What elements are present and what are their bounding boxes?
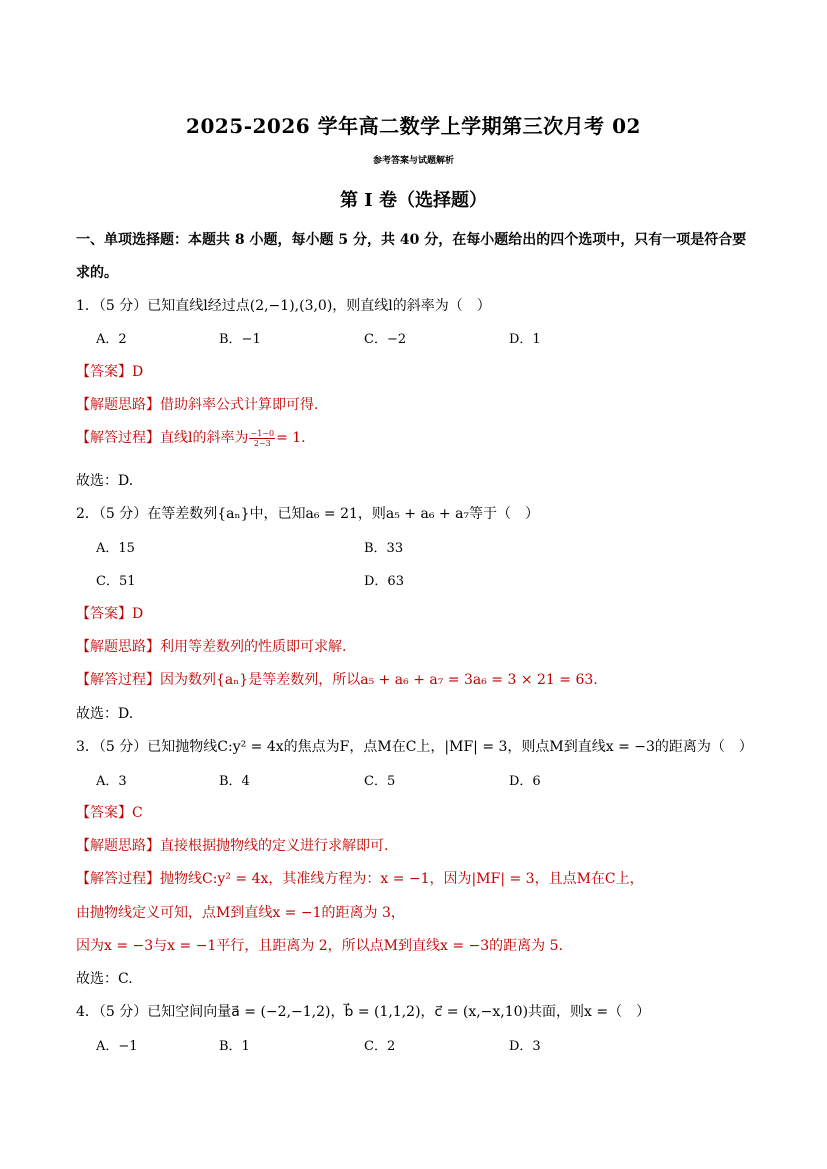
- instructions-line-2: 求的。: [76, 265, 118, 281]
- question-1-answer: [76, 361, 143, 381]
- question-4-option-d: D．3: [509, 1039, 541, 1054]
- question-1-option-b: B．−1: [219, 332, 261, 347]
- process-label: 【解答过程】: [76, 871, 160, 887]
- thinking-text: 利用等差数列的性质即可求解.: [160, 639, 347, 655]
- question-3-option-b: B．4: [219, 774, 250, 789]
- question-2-answer: [76, 603, 143, 623]
- thinking-label: 【解题思路】: [76, 838, 160, 854]
- question-1-thinking: [76, 394, 318, 414]
- question-2-option-b: B．33: [364, 541, 404, 556]
- question-3-stem: 3．（5 分）已知抛物线C:y² = 4x的焦点为F，点M在C上，|MF| = 3，则点M到直线x = −3的距离为（ ）: [76, 739, 753, 755]
- question-3-option-c: C．5: [364, 774, 396, 789]
- fraction-denominator: 2−3: [253, 438, 271, 448]
- process-label: 【解答过程】: [76, 430, 160, 446]
- question-1-option-a: A．2: [96, 332, 127, 347]
- slope-fraction: [249, 429, 275, 448]
- question-1-process: [76, 427, 306, 448]
- question-3-choice: 故选：C.: [76, 971, 133, 987]
- page-title: 2025-2026 学年高二数学上学期第三次月考 02: [186, 114, 641, 138]
- thinking-label: 【解题思路】: [76, 639, 160, 655]
- question-2-choice: 故选：D.: [76, 706, 134, 722]
- process-text: 抛物线C:y² = 4x，其准线方程为：x = −1，因为|MF| = 3，且点M在C上，: [160, 871, 644, 887]
- thinking-text: 借助斜率公式计算即可得.: [160, 397, 319, 413]
- question-2-thinking: [76, 636, 346, 656]
- answer-label: 【答案】: [76, 805, 132, 821]
- question-4-option-b: B．1: [219, 1039, 250, 1054]
- answer-label: 【答案】: [76, 606, 132, 622]
- answer-value: D: [132, 606, 144, 622]
- page-subtitle: 参考答案与试题解析: [372, 156, 454, 166]
- question-2-option-c: C．51: [96, 574, 136, 589]
- instructions-line-1: 一、单项选择题：本题共 8 小题，每小题 5 分，共 40 分，在每小题给出的四个选项中，只有一项是符合要: [76, 232, 747, 248]
- section-heading: 第 I 卷（选择题）: [340, 190, 487, 211]
- question-4-stem: 4．（5 分）已知空间向量a⃗ = (−2,−1,2)，b⃗ = (1,1,2)，c⃗ = (x,−x,10)共面，则x =（ ）: [76, 1004, 651, 1020]
- answer-value: D: [132, 364, 144, 380]
- question-2-option-d: D．63: [364, 574, 404, 589]
- thinking-label: 【解题思路】: [76, 397, 160, 413]
- question-3-process: [76, 868, 644, 888]
- process-text: 因为数列{aₙ}是等差数列，所以a₅ + a₆ + a₇ = 3a₆ = 3 × 21 = 63.: [160, 672, 598, 688]
- process-prefix: 直线l的斜率为: [160, 430, 249, 446]
- thinking-text: 直接根据抛物线的定义进行求解即可.: [160, 838, 389, 854]
- question-2-process: [76, 669, 598, 689]
- question-1-option-c: C．−2: [364, 332, 407, 347]
- question-3-option-d: D．6: [509, 774, 541, 789]
- process-label: 【解答过程】: [76, 672, 160, 688]
- question-1-option-d: D．1: [509, 332, 541, 347]
- question-3-thinking: [76, 835, 388, 855]
- question-3-answer: [76, 802, 143, 822]
- fraction-numerator: −1−0: [250, 428, 275, 438]
- answer-label: 【答案】: [76, 364, 132, 380]
- question-3-process-line-3: 因为x = −3与x = −1平行，且距离为 2，所以点M到直线x = −3的距离为 5.: [76, 938, 563, 954]
- question-1-choice: 故选：D.: [76, 473, 134, 489]
- question-4-option-c: C．2: [364, 1039, 396, 1054]
- question-1-stem: 1．（5 分）已知直线l经过点(2,−1),(3,0)，则直线l的斜率为（ ）: [76, 298, 491, 314]
- question-4-option-a: A．−1: [96, 1039, 138, 1054]
- question-2-option-a: A．15: [96, 541, 135, 556]
- question-2-stem: 2．（5 分）在等差数列{aₙ}中，已知a₆ = 21，则a₅ + a₆ + a₇等于（ ）: [76, 506, 540, 522]
- process-suffix: = 1.: [276, 430, 306, 446]
- question-3-process-line-2: 由抛物线定义可知，点M到直线x = −1的距离为 3，: [76, 905, 405, 921]
- answer-value: C: [132, 805, 143, 821]
- question-3-option-a: A．3: [96, 774, 127, 789]
